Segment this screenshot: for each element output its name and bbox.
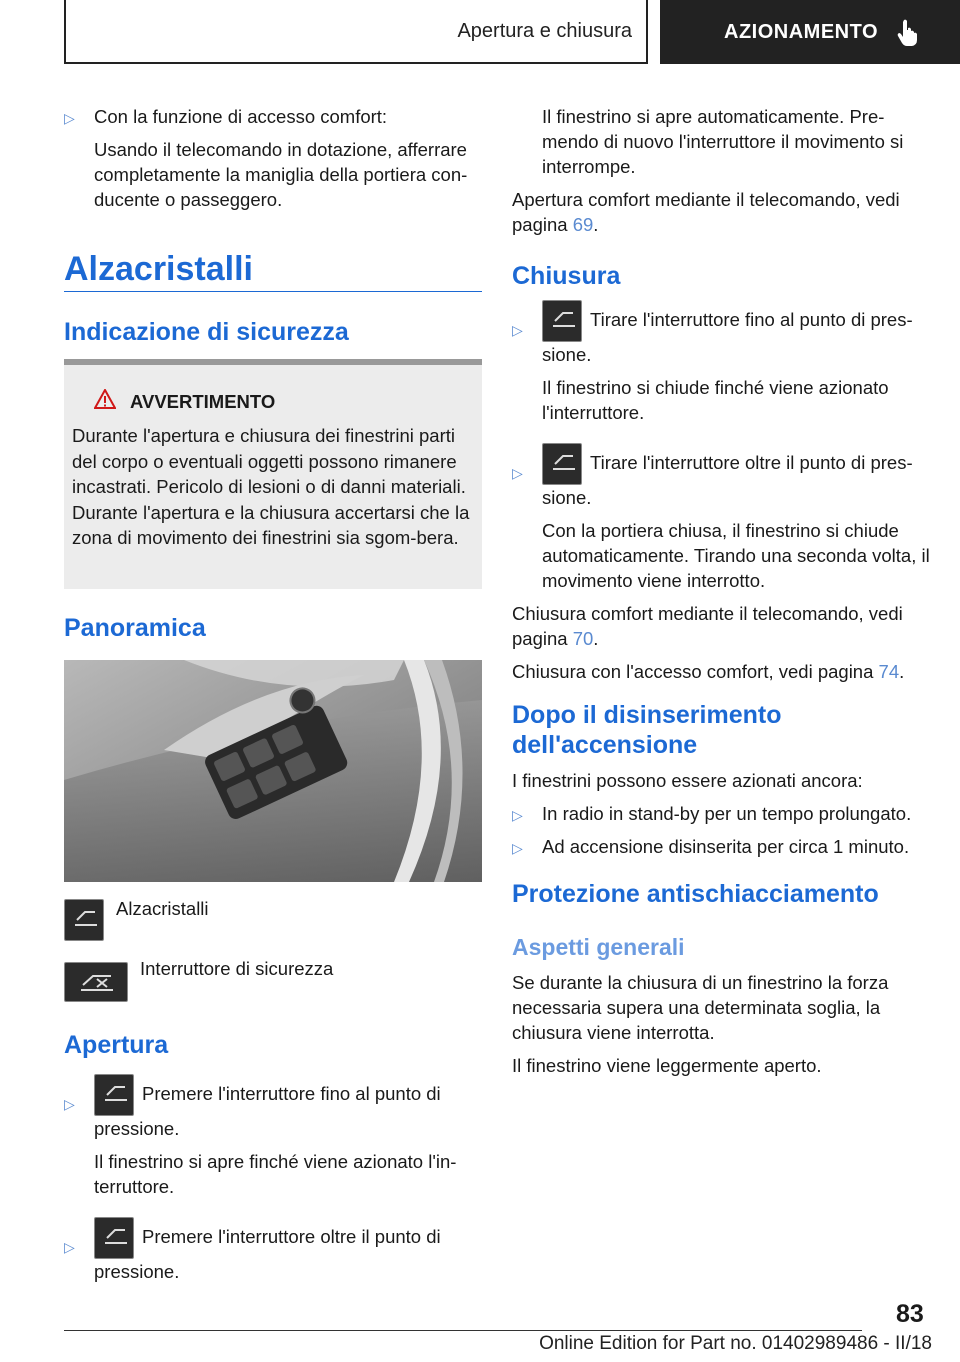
reference-label: Chiusura con l'accesso comfort, vedi pagina: [512, 661, 874, 682]
bullet-text: Tirare l'interruttore oltre il punto di pres-sione.: [542, 451, 913, 508]
bullet-text: Premere l'interruttore fino al punto di pressione.: [94, 1082, 441, 1139]
section-title-antipinch: Protezione antischiacciamento: [512, 880, 879, 908]
title-rule: [64, 291, 482, 292]
section-title-after-off: Dopo il disinserimento dell'accensione: [512, 701, 782, 759]
list-item: [64, 1217, 482, 1284]
list-item: [512, 834, 932, 859]
window-switch-icon: [542, 300, 582, 342]
window-switch-icon: [542, 443, 582, 485]
page-number: 83: [896, 1300, 924, 1328]
bullet-triangle-icon: ▷: [64, 1096, 75, 1112]
left-column: [64, 104, 482, 212]
bullet-triangle-icon: ▷: [512, 322, 523, 338]
bullet-triangle-icon: ▷: [64, 110, 75, 126]
bullet-text: Con la funzione di accesso comfort:: [94, 106, 388, 127]
section-title-safety: Indicazione di sicurezza: [64, 318, 349, 346]
list-item: [512, 300, 932, 367]
warning-triangle-icon: [94, 389, 116, 409]
closing-list: [512, 300, 932, 684]
bullet-body: Il finestrino si apre automaticamente. Pre-mendo di nuovo l'interruttore il movimento si interrompe.: [542, 106, 904, 177]
header-section-title: Apertura e chiusura: [457, 19, 632, 42]
paragraph: Il finestrino viene leggermente aperto.: [512, 1055, 822, 1076]
header-chapter: AZIONAMENTO: [724, 20, 879, 43]
door-switch-photo: [64, 660, 482, 882]
list-item: [512, 801, 932, 826]
bullet-triangle-icon: ▷: [512, 465, 523, 481]
bullet-body: Con la portiera chiusa, il finestrino si chiude automaticamente. Tirando una seconda volta, il movimento viene interrotto.: [542, 520, 930, 591]
section-title-opening: Apertura: [64, 1031, 169, 1059]
reference-text: Chiusura comfort mediante il telecomando, vedi pagina 70.: [512, 603, 903, 649]
subsection-title-general: Aspetti generali: [512, 934, 685, 960]
hand-pointer-icon: [896, 18, 922, 46]
warning-box: [64, 359, 482, 589]
comfort-body: Usando il telecomando in dotazione, afferrare completamente la maniglia della portiera con-ducente o passeggero.: [94, 139, 468, 210]
general-body: [512, 970, 932, 1078]
header-section-box: [64, 0, 648, 64]
legend-item-safety-switch: [64, 962, 128, 1002]
list-item: [64, 104, 482, 129]
bullet-body: Il finestrino si chiude finché viene azionato l'interruttore.: [542, 377, 889, 423]
bullet-text: Ad accensione disinserita per circa 1 minuto.: [542, 836, 910, 857]
section-title-overview: Panoramica: [64, 614, 206, 642]
reference-label: Chiusura comfort mediante il telecomando, vedi pagina: [512, 603, 903, 649]
bullet-text: Tirare l'interruttore fino al punto di pres-sione.: [542, 308, 913, 365]
reference-label: Apertura comfort mediante il telecomando, vedi pagina: [512, 189, 900, 235]
legend-label: Alzacristalli: [116, 898, 209, 919]
page-link[interactable]: 69: [572, 214, 594, 235]
bullet-triangle-icon: ▷: [512, 840, 523, 856]
after-off-list: [512, 768, 932, 859]
door-panel-illustration: [64, 660, 482, 882]
bullet-text: In radio in stand-by per un tempo prolungato.: [542, 803, 912, 824]
window-switch-icon: [94, 1217, 134, 1259]
opening-list: [64, 1074, 482, 1284]
window-switch-icon: [64, 899, 104, 941]
legend-label: Interruttore di sicurezza: [140, 958, 334, 979]
right-column: [512, 104, 932, 237]
after-off-intro: I finestrini possono essere azionati ancora:: [512, 770, 863, 791]
legend-item-window-switch: [64, 899, 104, 941]
reference-text: Apertura comfort mediante il telecomando, vedi pagina 69.: [512, 189, 900, 235]
list-item: [64, 1074, 482, 1141]
warning-label: AVVERTIMENTO: [130, 391, 276, 412]
header-chapter-box: [660, 0, 960, 64]
safety-switch-icon: [64, 962, 128, 1002]
page-link[interactable]: 70: [572, 628, 594, 649]
footer-rule: [64, 1330, 862, 1331]
reference-text: Chiusura con l'accesso comfort, vedi pagina 74.: [512, 661, 905, 682]
list-item: [512, 443, 932, 510]
window-switch-icon: [94, 1074, 134, 1116]
section-title-alzacristalli: Alzacristalli: [64, 250, 253, 288]
footer-edition: Online Edition for Part no. 01402989486 - II/18: [539, 1333, 932, 1354]
section-title-closing: Chiusura: [512, 262, 621, 290]
warning-text: Durante l'apertura e chiusura dei finestrini parti del corpo o eventuali oggetti possono rimanere incastrati. Pericolo di lesioni o di danni materiali. Durante l'apertura e la chiusura accertarsi che la zona di movimento dei finestrini sia sgom-bera.: [72, 425, 470, 548]
bullet-text: Premere l'interruttore oltre il punto di pressione.: [94, 1225, 441, 1282]
page-link[interactable]: 74: [878, 661, 900, 682]
bullet-triangle-icon: ▷: [64, 1239, 75, 1255]
paragraph: Se durante la chiusura di un finestrino la forza necessaria supera una determinata soglia, la chiusura viene interrotta.: [512, 972, 889, 1043]
bullet-triangle-icon: ▷: [512, 807, 523, 823]
bullet-body: Il finestrino si apre finché viene azionato l'in-terruttore.: [94, 1151, 457, 1197]
